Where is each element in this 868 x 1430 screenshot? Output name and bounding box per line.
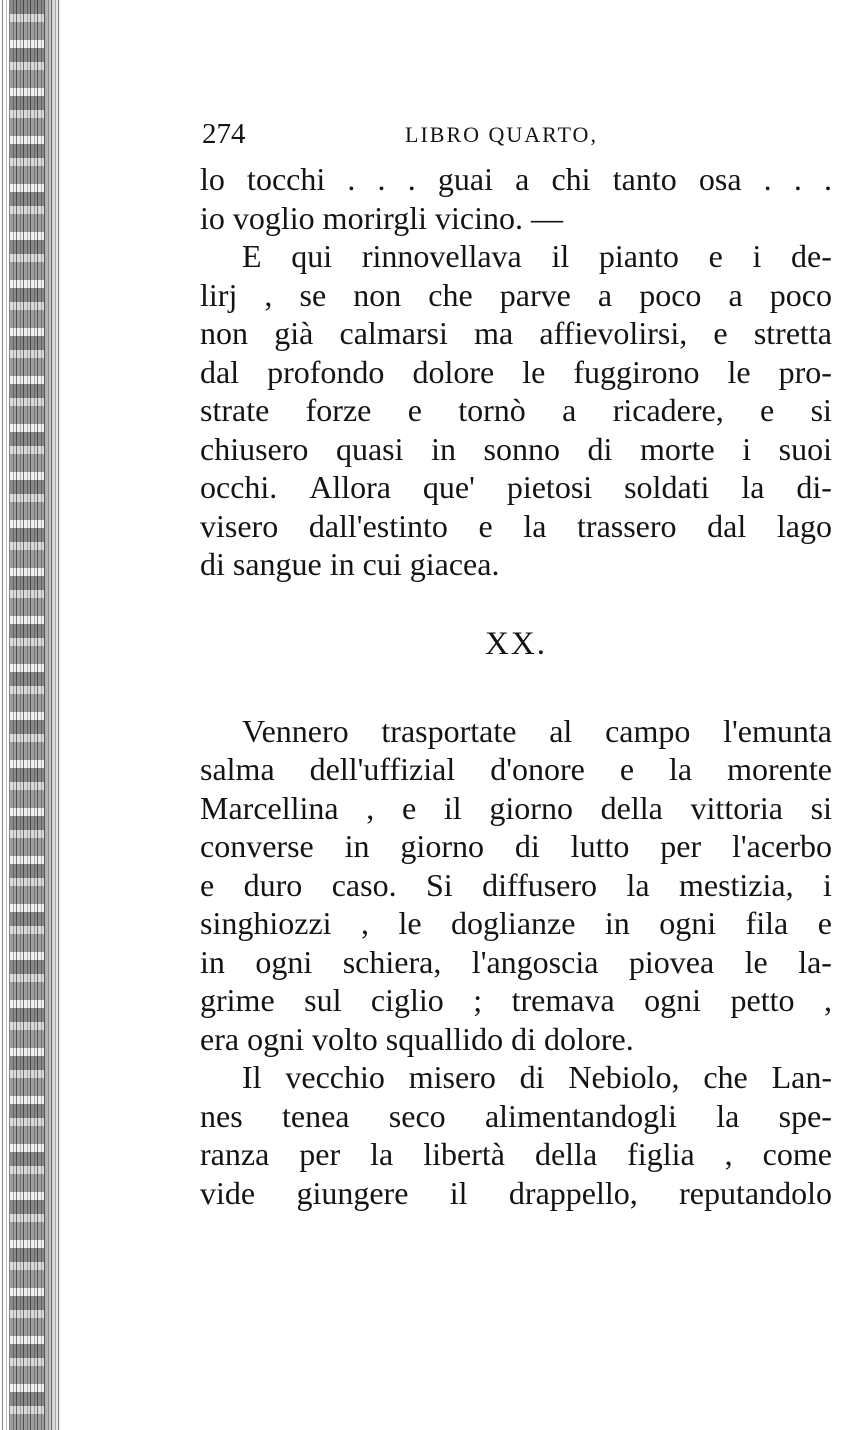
text-line: vide giungere il drappello, reputandolo <box>200 1174 832 1211</box>
book-page <box>200 118 832 1212</box>
text-block-after <box>200 712 832 1213</box>
paragraph <box>200 160 832 237</box>
page-number: 274 <box>202 118 246 150</box>
paragraph <box>200 1058 832 1212</box>
text-line: Marcellina , e il giorno della vittoria si <box>200 789 832 826</box>
section-heading: XX. <box>485 625 547 662</box>
text-line: Vennero trasportate al campo l'emunta <box>242 712 832 749</box>
text-line: e duro caso. Si diffusero la mestizia, i <box>200 866 832 903</box>
text-line: dal profondo dolore le fuggirono le pro- <box>200 353 832 390</box>
text-line: occhi. Allora que' pietosi soldati la di- <box>200 469 832 505</box>
text-line: io voglio morirgli vicino. — <box>200 199 563 236</box>
paragraph <box>200 712 832 1059</box>
text-line: ranza per la libertà della figlia , come <box>200 1136 832 1172</box>
page-header <box>200 118 832 160</box>
binding-shadow <box>10 0 44 1430</box>
text-block-before <box>200 160 832 584</box>
text-line: E qui rinnovellava il pianto e i de- <box>242 238 832 274</box>
text-line: in ogni schiera, l'angoscia piovea le la- <box>200 943 832 980</box>
text-line: lo tocchi . . . guai a chi tanto osa . . . <box>200 161 832 197</box>
paragraph <box>200 237 832 584</box>
text-line: nes tenea seco alimentandogli la spe- <box>200 1097 832 1134</box>
text-line: grime sul ciglio ; tremava ogni petto , <box>200 982 832 1018</box>
page-edge-shadow <box>44 0 62 1430</box>
text-line: visero dall'estinto e la trassero dal lago <box>200 507 832 544</box>
text-line: di sangue in cui giacea. <box>200 546 500 582</box>
text-line: non già calmarsi ma affievolirsi, e stretta <box>200 315 832 351</box>
text-line: salma dell'uffizial d'onore e la morente <box>200 751 832 787</box>
text-line: era ogni volto squallido di dolore. <box>200 1020 634 1057</box>
text-line: chiusero quasi in sonno di morte i suoi <box>200 430 832 467</box>
text-line: lirj , se non che parve a poco a poco <box>200 276 832 313</box>
text-line: converse in giorno di lutto per l'acerbo <box>200 828 832 864</box>
text-line: Il vecchio misero di Nebiolo, che Lan- <box>242 1059 832 1095</box>
text-line: singhiozzi , le doglianze in ogni fila e <box>200 905 832 941</box>
running-head: LIBRO QUARTO, <box>405 122 598 147</box>
text-line: strate forze e tornò a ricadere, e si <box>200 392 832 428</box>
